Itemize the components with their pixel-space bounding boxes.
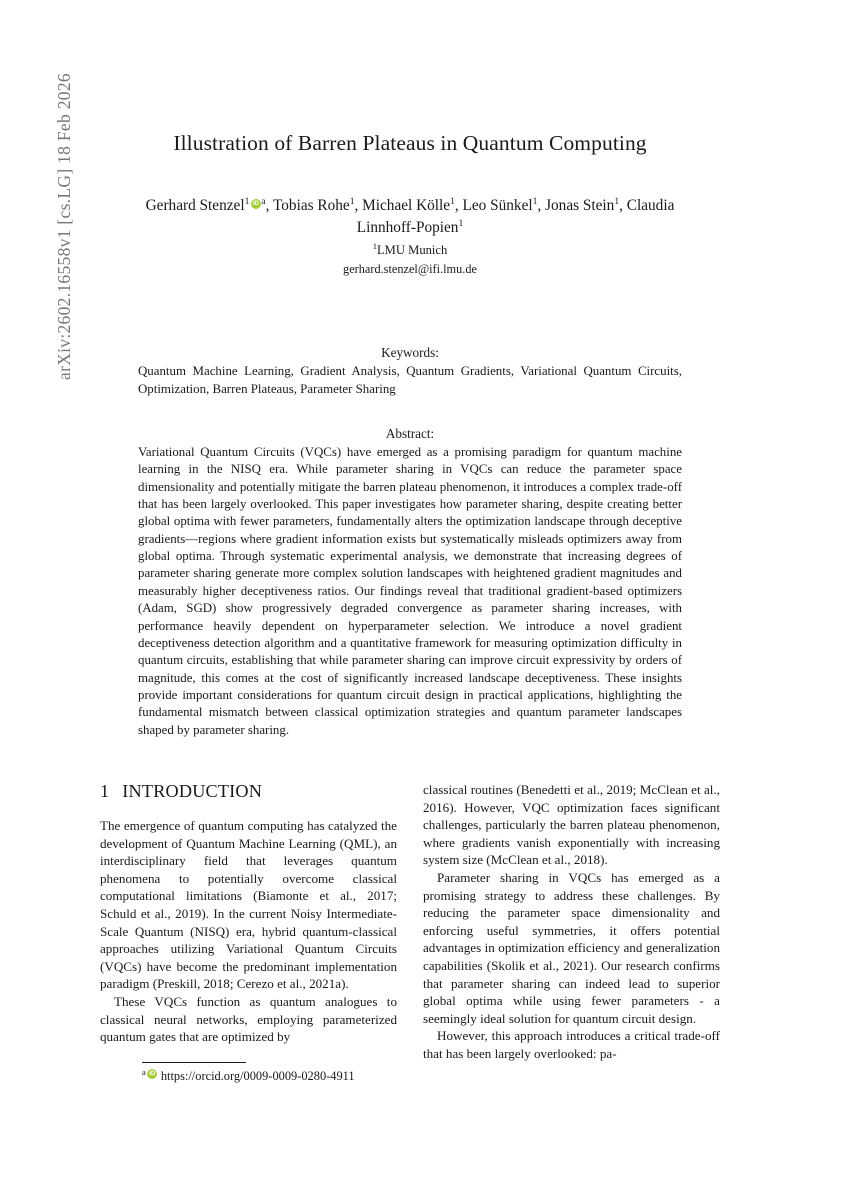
section-title: INTRODUCTION	[122, 780, 263, 801]
author-name-5: , Jonas Stein	[537, 196, 615, 214]
author-name-6: , Claudia Linnhoff-Popien	[356, 196, 675, 236]
footnote	[100, 1062, 407, 1084]
paragraph: These VQCs function as quantum analogues to classical neural networks, employing parameterized quantum gates that are optimized by	[100, 994, 397, 1045]
column-left	[100, 780, 397, 1083]
author-list	[100, 195, 720, 238]
author-name-1: Gerhard Stenzel	[145, 196, 245, 214]
affiliation	[100, 242, 720, 259]
author-name-3: , Michael Kölle	[354, 196, 451, 214]
footnote-marker: a	[142, 1067, 146, 1077]
keywords-heading: Keywords:	[381, 345, 439, 361]
author-affil-marker-2: 1	[349, 195, 355, 207]
author-name-4: , Leo Sünkel	[454, 196, 533, 214]
paragraph: classical routines (Benedetti et al., 2019; McClean et al., 2016). However, VQC optimization faces significant challenges, particularly the barren plateau phenomenon, where gradients vanish exponentially with increasing system size (McClean et al., 2018).	[423, 781, 720, 868]
column-right	[423, 781, 720, 1063]
section-heading-introduction	[100, 781, 397, 802]
abstract-heading: Abstract:	[385, 426, 435, 442]
body-columns	[100, 780, 720, 1083]
paragraph: However, this approach introduces a critical trade-off that has been largely overlooked: pa-	[423, 1028, 720, 1062]
paragraph: Parameter sharing in VQCs has emerged as a promising strategy to address these challenges. By reducing the parameter space dimensionality and enforcing useful symmetries, it offers potential advantages in optimization efficiency and generalization capabilities (Skolik et al., 2021). Our research confirms that parameter sharing can indeed lead to superior global optima while using fewer parameters - a seemingly ideal solution for quantum circuit design.	[423, 869, 720, 1026]
author-affil-marker-4: 1	[532, 195, 538, 207]
orcid-icon[interactable]	[147, 1069, 157, 1079]
author-affil-marker-1: 1	[244, 195, 250, 207]
keywords-text: Quantum Machine Learning, Gradient Analysis, Quantum Gradients, Variational Quantum Circuits, Optimization, Barren Plateaus, Parameter Sharing	[138, 364, 682, 396]
arxiv-stamp: arXiv:2602.16558v1 [cs.LG] 18 Feb 2026	[54, 73, 74, 380]
orcid-footnote-marker: a	[261, 195, 266, 207]
abstract-section	[100, 426, 720, 739]
paragraph: The emergence of quantum computing has catalyzed the development of Quantum Machine Learning (QML), an interdisciplinary field that leverages quantum phenomena to potentially overcome classical computational limitations (Biamonte et al., 2017; Schuld et al., 2019). In the current Noisy Intermediate-Scale Quantum (NISQ) era, hybrid quantum-classical approaches utilizing Variational Quantum Circuits (VQCs) have become the predominant implementation paradigm (Preskill, 2018; Cerezo et al., 2021a).	[100, 817, 397, 992]
abstract-text: Variational Quantum Circuits (VQCs) have emerged as a promising paradigm for quantum machine learning in the NISQ era. While parameter sharing in VQCs can reduce the parameter space dimensionality and potentially mitigate the barren plateau phenomenon, it introduces a complex trade-off that has been largely overlooked. This paper investigates how parameter sharing, despite creating better global optima with fewer parameters, fundamentally alters the optimization landscape through deceptive gradients—regions where gradient information exists but systematically misleads optimizers away from global optima. Through systematic experimental analysis, we demonstrate that increasing degrees of parameter sharing generate more complex solution landscapes with heightened gradient magnitudes and measurably higher deceptiveness ratios. Our findings reveal that traditional gradient-based optimizers (Adam, SGD) show progressively degraded convergence as parameter sharing increases, with performance heavily dependent on hyperparameter selection. We introduce a novel gradient deceptiveness detection algorithm and a quantitative framework for measuring optimization difficulty in quantum circuits, establishing that while parameter sharing can improve circuit expressivity by orders of magnitude, this comes at the cost of significantly increased landscape deceptiveness. These insights provide important considerations for quantum circuit design in practical applications, highlighting the fundamental mismatch between classical optimization strategies and quantum parameter landscapes shaped by parameter sharing.	[138, 445, 682, 737]
orcid-url[interactable]: https://orcid.org/0009-0009-0280-4911	[160, 1068, 355, 1083]
section-number: 1	[100, 780, 110, 801]
author-name-2: , Tobias Rohe	[265, 196, 350, 214]
affiliation-label: LMU Munich	[376, 243, 448, 258]
paper-page	[100, 0, 720, 1200]
orcid-icon[interactable]	[251, 199, 261, 209]
contact-email: gerhard.stenzel@ifi.lmu.de	[343, 262, 477, 277]
affiliation-marker: 1	[372, 241, 377, 252]
footnote-text	[100, 1069, 407, 1084]
author-affil-marker-5: 1	[614, 195, 620, 207]
keywords-section	[100, 345, 720, 398]
author-affil-marker-3: 1	[450, 195, 455, 207]
page-title: Illustration of Barren Plateaus in Quantum Computing	[173, 131, 647, 155]
footnote-rule	[142, 1062, 246, 1063]
author-affil-marker-6: 1	[458, 217, 464, 229]
